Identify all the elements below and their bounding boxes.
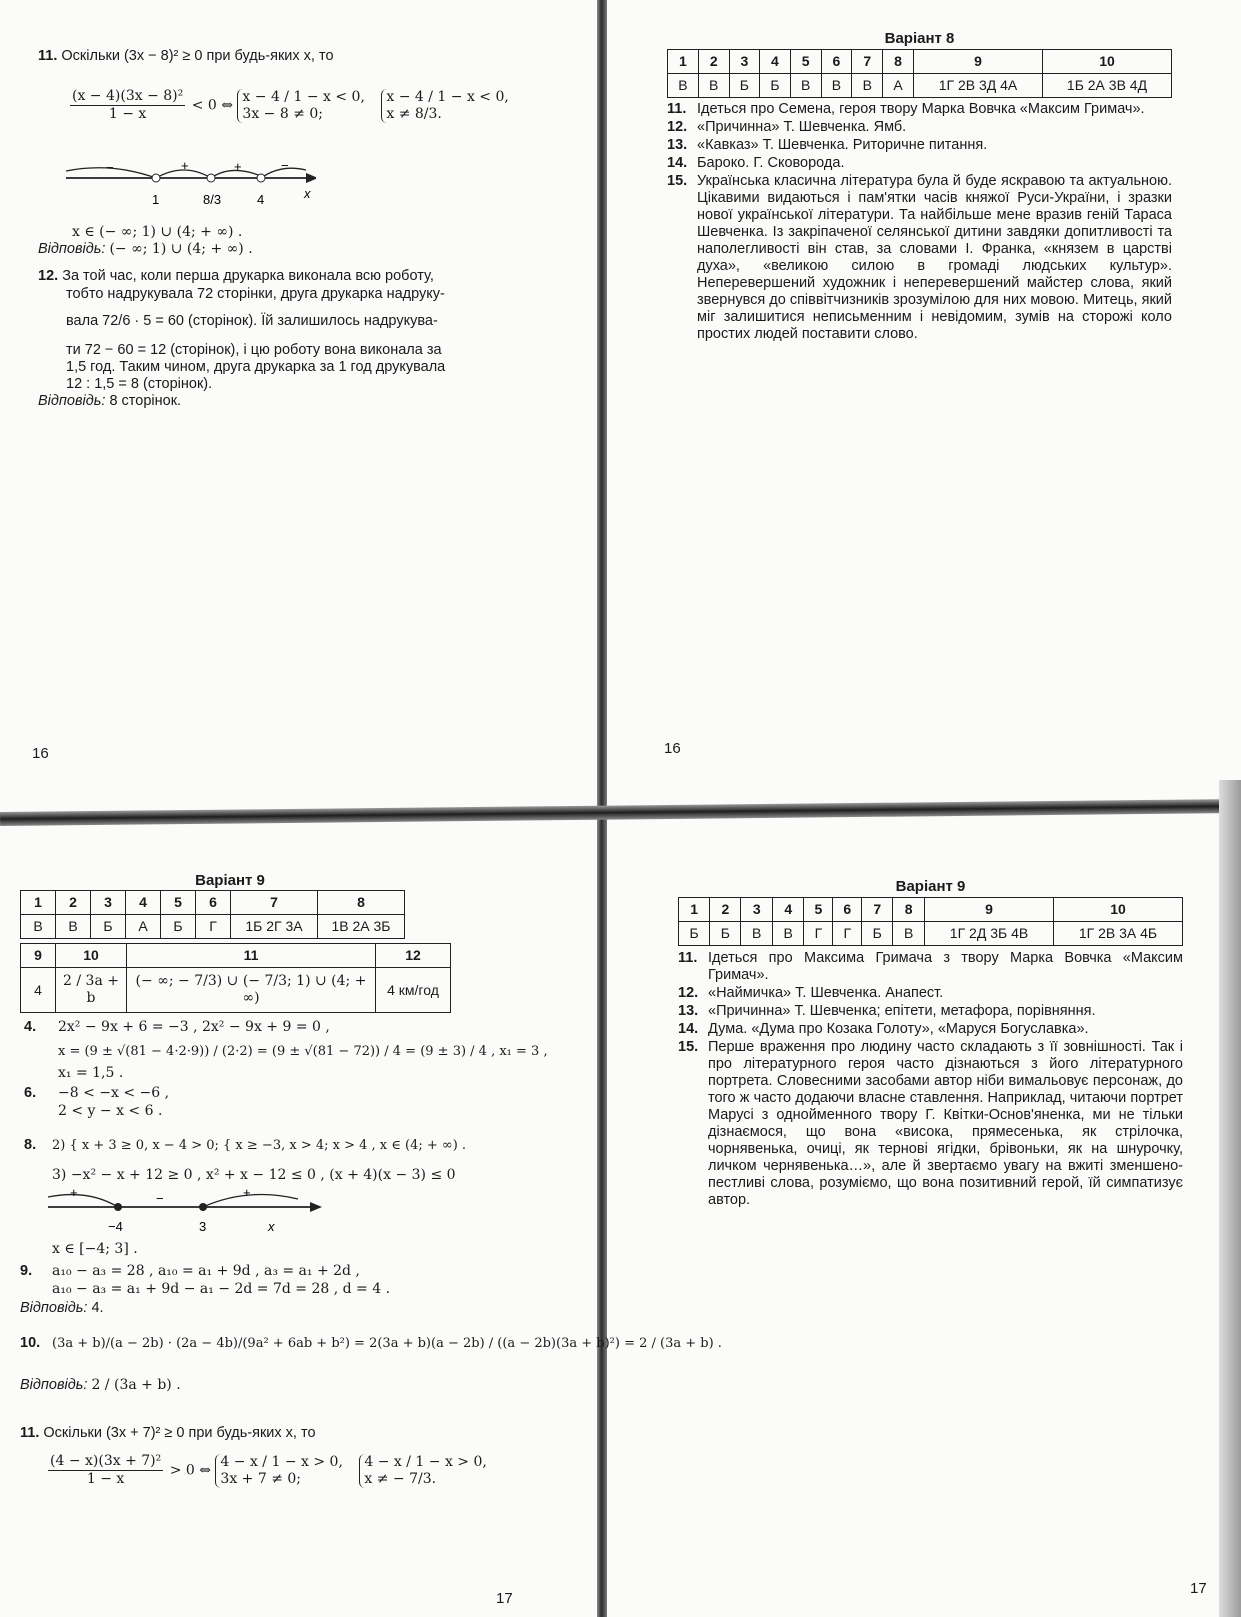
item-13: 13. «Причинна» Т. Шевченка; епітети, метафора, порівняння. <box>678 1003 1096 1019</box>
q11-sign-1: − <box>106 160 114 175</box>
sol-8-label-2: 3 <box>199 1219 207 1234</box>
item-11: 11. Ідеться про Максима Гримача з твору Марка Вовчка «Максим Гримач». <box>678 950 1183 983</box>
q12-line-2: тобто надрукувала 72 сторінки, друга друкарка надруку- <box>66 286 445 302</box>
q11-fraction: $\frac{\text{(x − 4)(3x − 8)²}}{1 - x}$ <box>72 88 184 122</box>
item-14: 14. Дума. «Дума про Козака Голоту», «Маруся Богуславка». <box>678 1021 1089 1037</box>
q11-system-2: x − 4 / 1 − x < 0, x ≠ 8/3. <box>381 89 508 123</box>
answer-table: 1 2 3 4 5 6 7 8 9 10 В В Б Б В В В А 1Г 2В 3Д 4А 1Б 2А 3В 4Д <box>667 49 1172 98</box>
sol-8-sign-2: − <box>156 1191 164 1206</box>
q11-system-1: x − 4 / 1 − x < 0, 3x − 8 ≠ 0; <box>237 89 364 123</box>
q12-answer-line: Відповідь: 8 сторінок. <box>38 393 182 409</box>
sol-9-number: 9. <box>20 1263 33 1279</box>
page-edge-shadow <box>1219 780 1241 1617</box>
q12-line-5: 1,5 год. Таким чином, друга друкарка за 1 год друкувала <box>66 359 446 375</box>
q11-answer-line: Відповідь: (− ∞; 1) ∪ (4; + ∞) . <box>38 241 253 257</box>
item-12: 12. «Причинна» Т. Шевченка. Ямб. <box>667 119 907 135</box>
variant-9-title-left: Варіант 9 <box>195 872 265 889</box>
q11-label-x: x <box>304 186 311 201</box>
q12-line-3: вала 72/6 · 5 = 60 (сторінок). Їй залишилось надрукува- <box>66 313 438 329</box>
item-13: 13. «Кавказ» Т. Шевченка. Риторичне питання. <box>667 137 988 153</box>
q11-number-line <box>66 158 316 218</box>
item-15: 15. Перше враження про людину часто складають з її зовнішності. Так і про літературного героя часто дізнаються з його літературного портрета. Словесними засобами автор ніби вимальовує персонаж, до того ж часто додаючи власне ставлення. Наприклад, читаючи портрет Марусі з однойменного твору Г. Квітки-Основ'яненка, ми не тільки дізнаємося, що вона «висока, прямесенька, як стрілочка, чорнявенька, очиці, як тернові ягідки, брівоньки, як на шнурочку, личком чернявенька…», але й звертаємо увагу на вжиті зменшено-пестливі слова, розуміємо, що вона позитивний герой, їй симпатизує автор. <box>678 1039 1183 1208</box>
sol-8-label-x: x <box>268 1219 275 1234</box>
sol-8-label-1: −4 <box>108 1219 123 1234</box>
sol-10-line: (3a + b)/(a − 2b) · (2a − 4b)/(9a² + 6ab + b²) = 2(3a + b)(a − 2b) / ((a − 2b)(3a + b)²) = 2 / (3a + b) . <box>52 1336 722 1351</box>
answer-table-right: 1 2 3 4 5 6 7 8 9 10 Б Б В В Г Г Б В 1Г 2Д 3Б 4В 1Г 2В 3А 4Б <box>678 897 1183 946</box>
sol-6-line-2: 2 < y − x < 6 . <box>58 1103 163 1119</box>
answers-text-right <box>678 950 1183 1209</box>
answer-table-2: 9 10 11 12 4 2 / 3a + b (− ∞; − 7/3) ∪ (− 7/3; 1) ∪ (4; + ∞) 4 км/год <box>20 943 451 1013</box>
sol-9-line-1: a₁₀ − a₃ = 28 , a₁₀ = a₁ + 9d , a₃ = a₁ + 2d , <box>52 1263 360 1279</box>
q11-sign-4: − <box>281 158 289 173</box>
q11-label-3: 4 <box>257 192 265 207</box>
q11-label-2: 8/3 <box>203 192 222 207</box>
sol-8-line-1: 2) { x + 3 ≥ 0, x − 4 > 0; { x ≥ −3, x > 4; x > 4 , x ∈ (4; + ∞) . <box>52 1138 467 1153</box>
q12-line-1: 12. За той час, коли перша друкарка виконала всю роботу, <box>38 268 434 284</box>
sol-8-result: x ∈ [−4; 3] . <box>52 1241 138 1257</box>
sol-9-line-2: a₁₀ − a₃ = a₁ + 9d − a₁ − 2d = 7d = 28 , d = 4 . <box>52 1281 391 1297</box>
page-number-top-left: 16 <box>32 745 49 762</box>
sol-8-line-2: 3) −x² − x + 12 ≥ 0 , x² + x − 12 ≤ 0 , (x + 4)(x − 3) ≤ 0 <box>52 1167 456 1183</box>
horizontal-fold <box>0 799 1241 826</box>
sol-6-number: 6. <box>24 1085 37 1101</box>
sol-9-answer: Відповідь: 4. <box>20 1300 104 1316</box>
q11-sign-3: + <box>234 159 242 174</box>
item-12: 12. «Наймичка» Т. Шевченка. Анапест. <box>678 985 944 1001</box>
q12-line-4: ти 72 − 60 = 12 (сторінок), і цю роботу вона виконала за <box>66 342 442 358</box>
answer-table-1: 1 2 3 4 5 6 7 8 В В Б А Б Г 1Б 2Г 3А 1В 2А 3Б <box>20 890 405 939</box>
item-11: 11. Ідеться про Семена, героя твору Марка Вовчка «Максим Гримач». <box>667 101 1145 117</box>
q11-sign-2: + <box>181 158 189 173</box>
q11-intro-line <box>38 48 334 65</box>
sol-4-line-2: x = (9 ± √(81 − 4·2·9)) / (2·2) = (9 ± √(81 − 72)) / 4 = (9 ± 3) / 4 , x₁ = 3 , <box>58 1044 548 1059</box>
q12-line-6: 12 : 1,5 = 8 (сторінок). <box>66 376 213 392</box>
page-number-top-right: 16 <box>664 740 681 757</box>
page-bottom-left <box>20 872 722 1487</box>
q11-label-1: 1 <box>152 192 160 207</box>
q11-number: 11. <box>38 48 58 64</box>
item-15: 15. Українська класична література була й буде яскравою та актуальною. Цікавими видаються і пам'ятки часів княжої Руси-України, і зразки нової української літератури. Та найбільше мене вразив геній Тараса Шевченка. Із закріпаченої селянської дитини завдяки допитливості та наполегливості він став, за словами І. Франка, «князем в царстві духа», «великою силою в громаді людських культур». Неперевершений художник і неперевершений майстер слова, який звернувся до співвітчизників зрозумілою для них мовою. Митець, який міг залишитися неписьменним і невідомим, зумів на сторожі коло простих людей поставити слово. <box>667 173 1172 342</box>
sol-8-sign-1: + <box>70 1185 78 1200</box>
answers-text <box>667 101 1172 343</box>
variant-title: Варіант 8 <box>884 30 955 47</box>
page-number-bottom-right: 17 <box>1190 1580 1207 1597</box>
sol-8-sign-3: + <box>243 1185 251 1200</box>
sol-4-number: 4. <box>24 1019 37 1035</box>
item-14: 14. Бароко. Г. Сковорода. <box>667 155 845 171</box>
sol-8-number-line <box>48 1181 328 1241</box>
sol-6-line-1: −8 < −x < −6 , <box>58 1085 170 1101</box>
sol-8-number: 8. <box>24 1137 37 1153</box>
sol-11-system: $\frac{\text{(4 − x)(3x + 7)²}}{1 - x}$ > 0 ⇔ 4 − x / 1 − x > 0, 3x + 7 ≠ 0; 4 − x / 1 − x > 0, x ≠ − 7/3. <box>50 1453 487 1487</box>
page-bottom-right <box>678 878 1183 1210</box>
variant-9-title-right: Варіант 9 <box>895 878 966 895</box>
q11-result: x ∈ (− ∞; 1) ∪ (4; + ∞) . <box>72 224 243 240</box>
sol-10-answer: Відповідь: 2 / (3a + b) . <box>20 1377 181 1393</box>
q11-system: $\frac{\text{(x − 4)(3x − 8)²}}{1 - x}$ < 0 ⇔ x − 4 / 1 − x < 0, 3x − 8 ≠ 0; x − 4 / 1 − x < 0, x ≠ 8/3. <box>72 88 509 122</box>
sol-11-intro-line: 11. Оскільки (3x + 7)² ≥ 0 при будь-яких x, то <box>20 1425 316 1441</box>
sol-4-line-3: x₁ = 1,5 . <box>58 1065 124 1081</box>
q11-intro: Оскільки (3x − 8)² ≥ 0 при будь-яких x, то <box>61 48 334 64</box>
page-top-right <box>667 30 1172 344</box>
page-number-bottom-left: 17 <box>496 1590 513 1607</box>
sol-10-number: 10. <box>20 1335 41 1351</box>
sol-4-line-1: 2x² − 9x + 6 = −3 , 2x² − 9x + 9 = 0 , <box>58 1019 330 1035</box>
